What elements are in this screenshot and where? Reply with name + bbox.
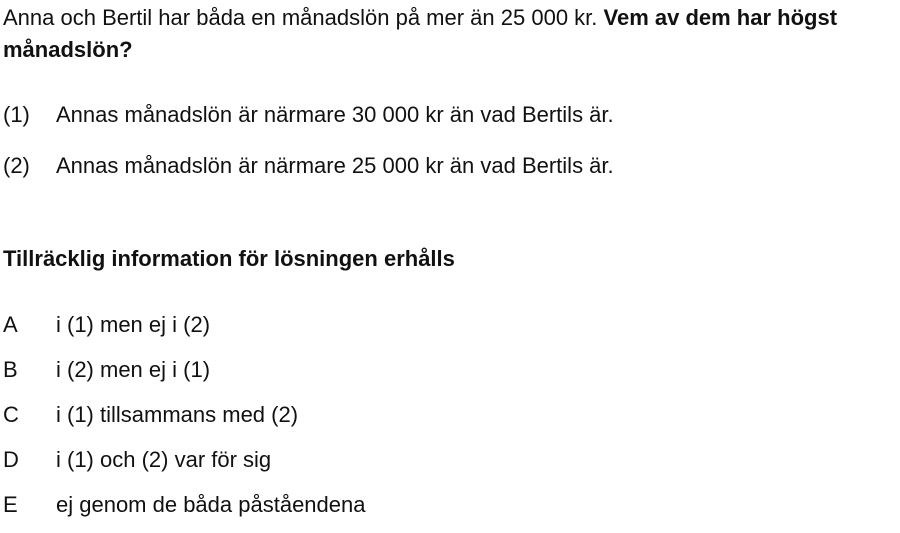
statement-text: Annas månadslön är närmare 30 000 kr än vad Bertils är. [56, 102, 614, 127]
statement-2 [3, 149, 897, 183]
option-letter: D [3, 447, 19, 472]
option-letter: E [3, 492, 18, 517]
answer-options [3, 308, 897, 533]
question-intro: Anna och Bertil har båda en månadslön på mer än 25 000 kr. [3, 5, 604, 30]
option-b[interactable] [3, 353, 897, 387]
statement-list [3, 98, 897, 200]
option-text: i (1) men ej i (2) [56, 312, 211, 337]
option-text: i (1) tillsammans med (2) [56, 402, 299, 427]
option-text: ej genom de båda påståendena [56, 492, 366, 517]
statement-number: (1) [3, 102, 30, 127]
option-text: i (1) och (2) var för sig [56, 447, 272, 472]
option-letter: A [3, 312, 18, 337]
option-text: i (2) men ej i (1) [56, 357, 211, 382]
option-letter: C [3, 402, 19, 427]
instruction-heading: Tillräcklig information för lösningen erhålls [3, 246, 455, 271]
option-d[interactable] [3, 443, 897, 477]
statement-1 [3, 98, 897, 132]
option-c[interactable] [3, 398, 897, 432]
option-letter: B [3, 357, 18, 382]
statement-text: Annas månadslön är närmare 25 000 kr än vad Bertils är. [56, 153, 614, 178]
question-prompt: Vem av dem har högst månadslön? [3, 5, 838, 62]
option-a[interactable] [3, 308, 897, 342]
question-text [3, 2, 897, 66]
statement-number: (2) [3, 153, 30, 178]
